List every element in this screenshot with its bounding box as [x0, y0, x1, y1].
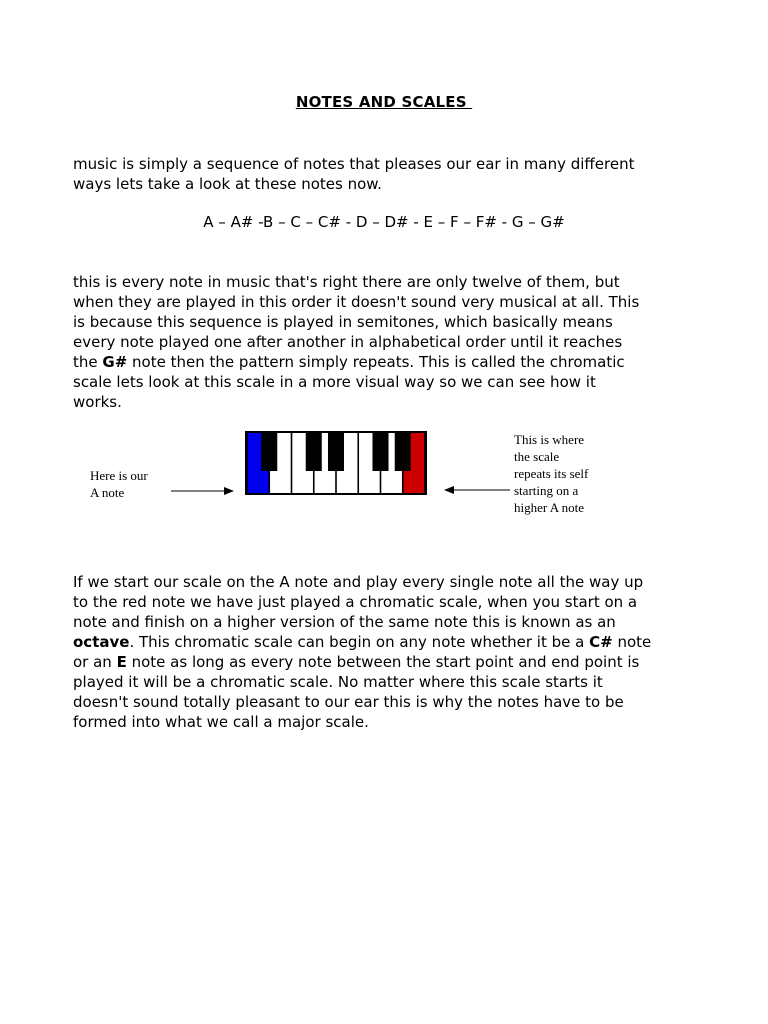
paragraph-line: works.	[73, 393, 122, 411]
black-key	[328, 433, 344, 471]
intro-paragraph	[73, 154, 713, 194]
arrow-left-icon	[444, 483, 510, 497]
page-title: NOTES AND SCALES	[295, 93, 473, 111]
callout-line: higher A note	[514, 500, 585, 515]
black-key	[395, 433, 411, 471]
paragraph-line	[73, 652, 713, 672]
paragraph-line: every note played one after another in alphabetical order until it reaches	[73, 333, 623, 351]
text-run: or an	[73, 653, 117, 671]
callout-line: This is where	[514, 432, 585, 447]
text-run: note then the pattern simply repeats. This is called the chromatic	[127, 353, 625, 371]
callout-line: the scale	[514, 449, 560, 464]
text-run: . This chromatic scale can begin on any note whether it be a	[129, 633, 590, 651]
bold-note: G#	[102, 353, 128, 371]
black-key	[261, 433, 277, 471]
paragraph-line: when they are played in this order it doesn't sound very musical at all. This	[73, 293, 640, 311]
piano-keyboard-diagram	[244, 430, 428, 496]
black-key	[372, 433, 388, 471]
paragraph-line: doesn't sound totally pleasant to our ear this is why the notes have to be	[73, 693, 624, 711]
text-run: note as long as every note between the start point and end point is	[126, 653, 640, 671]
paragraph-line: note and finish on a higher version of the same note this is known as an	[73, 613, 616, 631]
text-run: the	[73, 353, 103, 371]
callout-line: A note	[90, 485, 125, 500]
paragraph-line: played it will be a chromatic scale. No matter where this scale starts it	[73, 673, 603, 691]
paragraph-line	[73, 632, 713, 652]
callout-line: starting on a	[514, 483, 579, 498]
paragraph-line: this is every note in music that's right there are only twelve of them, but	[73, 273, 620, 291]
bold-term: octave	[73, 633, 130, 651]
arrow-right-icon	[171, 484, 235, 498]
black-key	[306, 433, 322, 471]
text-run: note	[612, 633, 652, 651]
callout-line: repeats its self	[514, 466, 589, 481]
callout-a-note	[90, 467, 148, 501]
intro-line: ways lets take a look at these notes now.	[73, 175, 382, 193]
paragraph-line: scale lets look at this scale in a more visual way so we can see how it	[73, 373, 596, 391]
paragraph-line: is because this sequence is played in semitones, which basically means	[73, 313, 613, 331]
octave-paragraph	[73, 572, 713, 732]
paragraph-line: formed into what we call a major scale.	[73, 713, 369, 731]
paragraph-line	[73, 352, 713, 372]
bold-note: E	[116, 653, 127, 671]
paragraph-line: If we start our scale on the A note and play every single note all the way up	[73, 573, 644, 591]
callout-line: Here is our	[90, 468, 148, 483]
callout-scale-repeat	[514, 431, 588, 516]
note-sequence: A – A# -B – C – C# - D – D# - E – F – F# - G – G#	[203, 213, 565, 231]
bold-note: C#	[589, 633, 613, 651]
semitone-paragraph	[73, 272, 713, 412]
paragraph-line: to the red note we have just played a chromatic scale, when you start on a	[73, 593, 638, 611]
intro-line: music is simply a sequence of notes that pleases our ear in many different	[73, 155, 635, 173]
